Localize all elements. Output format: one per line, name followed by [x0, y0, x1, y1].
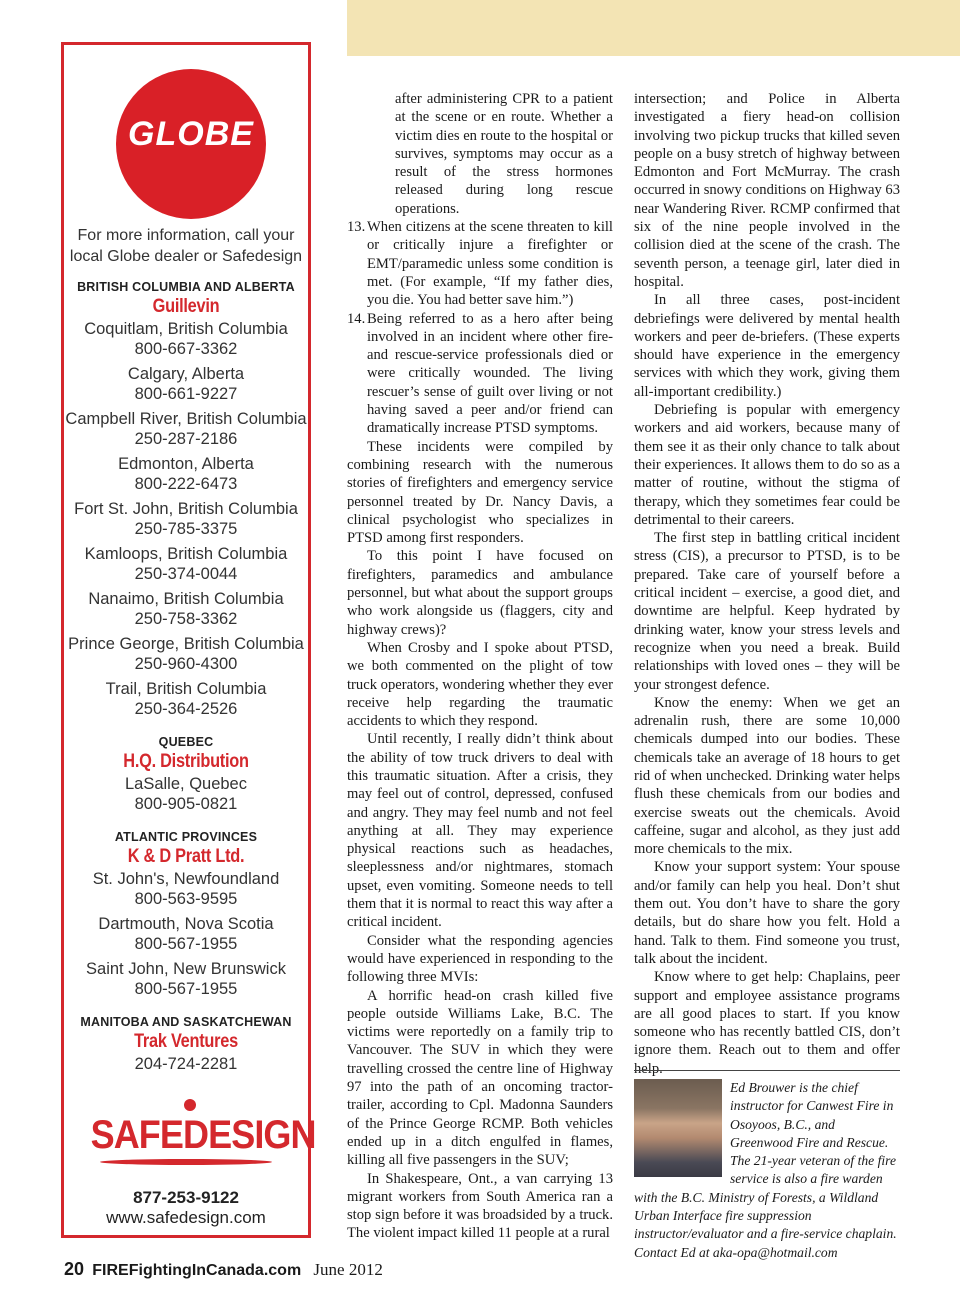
dealer-phone: 250-960-4300: [134, 655, 238, 673]
list-item-text: When citizens at the scene threaten to kill or critically injure a firefighter or EMT/paramedic unless some condition is met. (For example, “If my father dies, you die. You had better save him.”): [367, 219, 613, 309]
dealer-phone: 250-374-0044: [134, 565, 238, 583]
dealer-location: Dartmouth, Nova Scotia: [98, 915, 274, 933]
author-bio: [634, 1070, 900, 1262]
dealer-phone: 800-905-0821: [134, 795, 238, 813]
paragraph: Consider what the responding agencies would have experienced in responding to the following three MVIs:: [347, 932, 613, 986]
region-heading: QUEBEC: [158, 735, 214, 749]
paragraph: In all three cases, post-incident debriefings were delivered by mental health workers and peer de-briefers. (These experts should have experience in the emergency services with which they work, giving them all-important credibility.): [634, 292, 900, 400]
list-item-13: [347, 218, 613, 309]
dealer-location: Campbell River, British Columbia: [65, 410, 307, 428]
dealer-location: St. John's, Newfoundland: [92, 870, 280, 888]
dealer-location: Nanaimo, British Columbia: [88, 590, 284, 608]
dealer-phone: 800-661-9227: [134, 385, 238, 403]
dealer-phone: 204-724-2281: [134, 1055, 238, 1073]
safedesign-logo: [80, 1105, 316, 1165]
article-column-2: [634, 90, 900, 1078]
safedesign-logo-text: SAFEDESIGN: [90, 1113, 316, 1157]
safedesign-website: www.safedesign.com: [106, 1208, 266, 1227]
dealer-name: Trak Ventures: [134, 1031, 238, 1052]
paragraph: Know your support system: Your spouse and/or family can help you heal. Don’t shut them out. You don’t have to share the gory details, but do share how you felt. Hold a hand. Talk to them. Find someone you trust, talk about the incident.: [634, 859, 900, 967]
author-photo: [634, 1079, 722, 1177]
page-footer: [64, 1258, 383, 1282]
safedesign-logo-swoosh: [100, 1159, 272, 1165]
dealer-name: Guillevin: [152, 296, 220, 317]
dealer-location: Prince George, British Columbia: [68, 635, 304, 653]
dealer-phone: 250-364-2526: [134, 700, 238, 718]
page-number: 20: [64, 1259, 85, 1279]
dealer-name: K & D Pratt Ltd.: [127, 846, 245, 867]
paragraph: intersection; and Police in Alberta investigated a fiery head-on collision involving two pickup trucks that killed seven people on a busy stretch of highway between Edmonton and Fort McMurray. The crash occurred in snowy conditions on Highway 63 near Wandering River. RCMP confirmed that six of the nine people involved in the collision died at the scene of the crash. The seventh person, a teenage girl, later died in hospital.: [634, 91, 900, 290]
paragraph: To this point I have focused on firefighters, paramedics and ambulance personnel, but what about the support groups who work alongside us (flaggers, city and highway crews)?: [347, 548, 613, 638]
list-number: 14.: [347, 310, 366, 327]
dealer-phone: 800-222-6473: [134, 475, 238, 493]
paragraph: The first step in battling critical incident stress (CIS), a precursor to PTSD, is to be prepared. Take care of yourself before a critical incident – exercise, a good diet, and downtime are helpful. Keep hydrated by drinking water, know your stress levels and recognize when you need a break. Build relationships with loved ones – they will be your strongest defence.: [634, 530, 900, 693]
dealer-phone: 250-287-2186: [134, 430, 238, 448]
dealer-phone: 800-567-1955: [134, 935, 238, 953]
dealer-location: Calgary, Alberta: [127, 365, 245, 383]
dealer-location: Fort St. John, British Columbia: [74, 500, 298, 518]
dealer-location: Trail, British Columbia: [105, 680, 267, 698]
region-heading: ATLANTIC PROVINCES: [114, 830, 258, 844]
header-color-bar: [347, 0, 960, 56]
dealer-phone: 250-758-3362: [134, 610, 238, 628]
ad-intro-text: For more information, call your local Globe dealer or Safedesign: [69, 227, 303, 265]
paragraph: A horrific head-on crash killed five people outside Williams Lake, B.C. The victims were reportedly on a family trip to Vancouver. The SUV in which they were travelling crossed the centre line of Highway 97 into the path of an oncoming tractor-trailer, according to Cpl. Madonna Saunders of the Prince George RCMP. Both vehicles ended up in a ditch engulfed in flames, killing all five passengers in the SUV;: [347, 987, 613, 1169]
dealer-list: [64, 279, 308, 1079]
dealer-location: Edmonton, Alberta: [118, 455, 254, 473]
dealer-phone: 800-563-9595: [134, 890, 238, 908]
dealer-phone: 800-567-1955: [134, 980, 238, 998]
author-bio-text: Ed Brouwer is the chief instructor for Canwest Fire in Osoyoos, B.C., and Greenwood Fire and Rescue. The 21-year veteran of the fire service is also a fire warden with the B.C. Ministry of Forests, a Wildland Urban Interface fire suppression instructor/evaluator and a fire-service chaplain. Contact Ed at aka-opa@hotmail.com: [634, 1080, 897, 1260]
dealer-location: LaSalle, Quebec: [124, 775, 247, 793]
dealer-phone: 250-785-3375: [134, 520, 238, 538]
safedesign-logo-dot: [184, 1099, 196, 1111]
issue-date: June 2012: [313, 1260, 383, 1279]
dealer-location: Saint John, New Brunswick: [86, 960, 286, 978]
paragraph: Until recently, I really didn’t think about the ability of tow truck drivers to deal with this traumatic situation. After a crisis, they may feel out of control, depressed, confused and angry. They may feel numb and not feel anything at all. They may experience physical reactions such as headaches, sleeplessness and/or nightmares, stomach upset, even vomiting. Someone needs to tell them that it is normal to react this way after a critical incident.: [347, 731, 613, 931]
paragraph: Debriefing is popular with emergency workers and aid workers, because many of them see it as their only chance to talk about their experiences. It allows them to do so as a matter of routine, without the stigma of therapy, which they sometimes fear could be detrimental to their careers.: [634, 402, 900, 528]
globe-logo: [116, 69, 266, 219]
paragraph: These incidents were compiled by combining research with the numerous stories of firefighters and emergency service personnel treated by Dr. Nancy Davis, a clinical psychologist who specializes in PTSD among first responders.: [347, 438, 613, 547]
list-item-14: [347, 310, 613, 438]
safedesign-phone: 877-253-9122: [133, 1188, 239, 1207]
magazine-website: FIREFightingInCanada.com: [92, 1262, 302, 1279]
list-item-text: Being referred to as a hero after being involved in an incident where other fire- and rescue-service professionals died or were critically wounded. The living rescuer’s sense of guilt over living or not having saved a peer and/or friend can dramatically increase PTSD symptoms.: [367, 310, 613, 437]
dealer-location: Kamloops, British Columbia: [84, 545, 288, 563]
globe-advertisement: [61, 42, 316, 1238]
paragraph: Know the enemy: When we get an adrenalin rush, there are some 10,000 chemicals dumped into our bodies. These chemicals take an average of 18 hours to get rid of when unchecked. Drinking water helps flush these chemicals from our bodies and exercise sweats out the chemicals. Avoid caffeine, sugar and alcohol, as they just add more chemicals to the mix.: [634, 694, 900, 858]
paragraph: When Crosby and I spoke about PTSD, we both commented on the plight of tow truck operators, wondering whether they ever receive help regarding the traumatic accidents to which they respond.: [347, 639, 613, 730]
region-heading: MANITOBA AND SASKATCHEWAN: [80, 1015, 292, 1029]
dealer-phone: 800-667-3362: [134, 340, 238, 358]
dealer-location: Coquitlam, British Columbia: [84, 320, 288, 338]
paragraph: Know where to get help: Chaplains, peer support and employee assistance programs are all good places to start. If you know someone who has recently battled CIS, don’t ignore them. Reach out to them and offer help.: [634, 969, 900, 1077]
paragraph: In Shakespeare, Ont., a van carrying 13 migrant workers from South America ran a stop sign before it was broadsided by a truck. The violent impact killed 11 people at a rural: [347, 1170, 613, 1242]
region-heading: BRITISH COLUMBIA AND ALBERTA: [77, 280, 295, 294]
list-number: 13.: [347, 219, 366, 236]
list-item-12-continued: after administering CPR to a patient at the scene or en route. Whether a victim dies en route to the hospital or survives, symptoms may occur as a result of the stress hormones released during long rescue operations.: [395, 91, 613, 217]
globe-logo-text: GLOBE: [128, 115, 254, 153]
article-column-1: [347, 90, 613, 1243]
dealer-name: H.Q. Distribution: [123, 751, 249, 772]
